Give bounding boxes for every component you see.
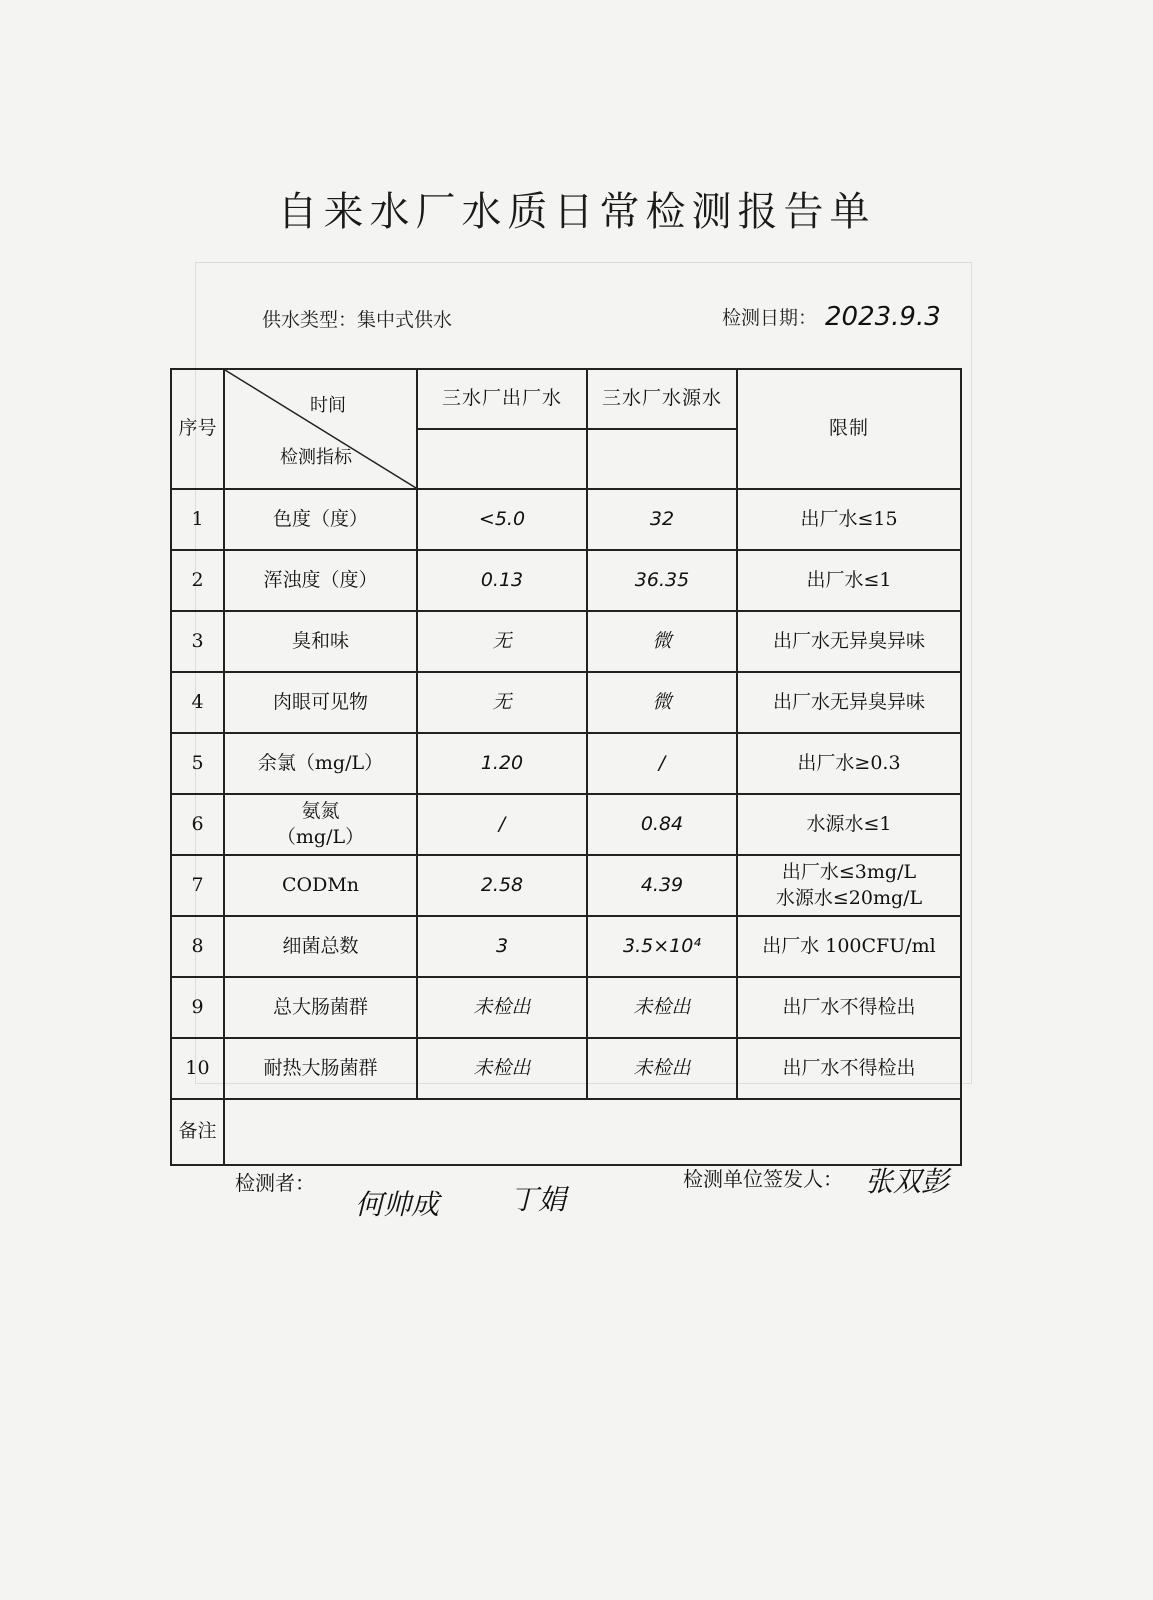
row-indicator: 肉眼可见物 bbox=[224, 672, 417, 733]
inspector-signature-1: 何帅成 bbox=[355, 1188, 440, 1221]
table-body bbox=[171, 489, 961, 1099]
date-value: 2023.9.3 bbox=[825, 302, 941, 332]
issuer-label: 检测单位签发人： bbox=[683, 1167, 843, 1191]
row-source-value: 4.39 bbox=[587, 855, 737, 916]
table-row bbox=[171, 977, 961, 1038]
diagonal-line bbox=[225, 370, 416, 488]
row-number: 2 bbox=[171, 550, 224, 611]
row-outlet-value: 1.20 bbox=[417, 733, 587, 794]
row-source-value: 0.84 bbox=[587, 794, 737, 855]
row-outlet-value: <5.0 bbox=[417, 489, 587, 550]
col-source-header: 三水厂水源水 bbox=[587, 369, 737, 429]
results-table bbox=[170, 368, 962, 1166]
seq-header: 序号 bbox=[171, 369, 224, 489]
note-value bbox=[224, 1099, 961, 1165]
row-limit: 出厂水无异臭异味 bbox=[737, 672, 961, 733]
row-source-value: 未检出 bbox=[587, 1038, 737, 1099]
row-indicator: CODMn bbox=[224, 855, 417, 916]
row-limit: 出厂水≤1 bbox=[737, 550, 961, 611]
row-limit: 水源水≤1 bbox=[737, 794, 961, 855]
row-indicator: 臭和味 bbox=[224, 611, 417, 672]
table-row bbox=[171, 550, 961, 611]
row-number: 6 bbox=[171, 794, 224, 855]
row-outlet-value: 3 bbox=[417, 916, 587, 977]
row-indicator: 耐热大肠菌群 bbox=[224, 1038, 417, 1099]
col-outlet-subheader bbox=[417, 429, 587, 489]
row-indicator: 浑浊度（度） bbox=[224, 550, 417, 611]
row-indicator: 总大肠菌群 bbox=[224, 977, 417, 1038]
table-row bbox=[171, 916, 961, 977]
date-label: 检测日期： bbox=[722, 307, 818, 329]
diag-indicator-label: 检测指标 bbox=[280, 446, 352, 468]
row-source-value: 未检出 bbox=[587, 977, 737, 1038]
row-source-value: 微 bbox=[587, 672, 737, 733]
row-indicator: 细菌总数 bbox=[224, 916, 417, 977]
diagonal-header bbox=[224, 369, 417, 489]
row-number: 1 bbox=[171, 489, 224, 550]
row-limit: 出厂水无异臭异味 bbox=[737, 611, 961, 672]
row-source-value: 36.35 bbox=[587, 550, 737, 611]
diag-time-label: 时间 bbox=[310, 395, 346, 416]
row-limit: 出厂水≤3mg/L 水源水≤20mg/L bbox=[737, 855, 961, 916]
row-source-value: / bbox=[587, 733, 737, 794]
row-number: 7 bbox=[171, 855, 224, 916]
row-limit: 出厂水不得检出 bbox=[737, 977, 961, 1038]
row-source-value: 3.5×10⁴ bbox=[587, 916, 737, 977]
col-limit-header: 限制 bbox=[737, 369, 961, 489]
row-limit: 出厂水≥0.3 bbox=[737, 733, 961, 794]
row-limit: 出厂水不得检出 bbox=[737, 1038, 961, 1099]
note-label: 备注 bbox=[171, 1099, 224, 1165]
table-row bbox=[171, 611, 961, 672]
row-number: 4 bbox=[171, 672, 224, 733]
row-outlet-value: 未检出 bbox=[417, 1038, 587, 1099]
row-indicator: 氨氮 （mg/L） bbox=[224, 794, 417, 855]
col-outlet-header: 三水厂出厂水 bbox=[417, 369, 587, 429]
row-number: 10 bbox=[171, 1038, 224, 1099]
row-limit: 出厂水≤15 bbox=[737, 489, 961, 550]
row-source-value: 32 bbox=[587, 489, 737, 550]
table-row bbox=[171, 489, 961, 550]
row-limit: 出厂水 100CFU/ml bbox=[737, 916, 961, 977]
table-row bbox=[171, 794, 961, 855]
table-row bbox=[171, 733, 961, 794]
row-number: 8 bbox=[171, 916, 224, 977]
row-outlet-value: / bbox=[417, 794, 587, 855]
row-indicator: 余氯（mg/L） bbox=[224, 733, 417, 794]
row-outlet-value: 无 bbox=[417, 672, 587, 733]
row-outlet-value: 未检出 bbox=[417, 977, 587, 1038]
inspector-label: 检测者： bbox=[235, 1171, 315, 1195]
table-row bbox=[171, 855, 961, 916]
page-title: 自来水厂水质日常检测报告单 bbox=[277, 189, 876, 235]
row-number: 5 bbox=[171, 733, 224, 794]
row-outlet-value: 无 bbox=[417, 611, 587, 672]
row-number: 3 bbox=[171, 611, 224, 672]
inspector-signature-2: 丁娟 bbox=[510, 1183, 567, 1216]
supply-type: 供水类型：集中式供水 bbox=[262, 309, 453, 331]
table-row bbox=[171, 1038, 961, 1099]
issuer-signature: 张双彭 bbox=[865, 1165, 950, 1198]
row-number: 9 bbox=[171, 977, 224, 1038]
col-source-subheader bbox=[587, 429, 737, 489]
row-source-value: 微 bbox=[587, 611, 737, 672]
row-outlet-value: 2.58 bbox=[417, 855, 587, 916]
table-row bbox=[171, 672, 961, 733]
row-indicator: 色度（度） bbox=[224, 489, 417, 550]
row-outlet-value: 0.13 bbox=[417, 550, 587, 611]
